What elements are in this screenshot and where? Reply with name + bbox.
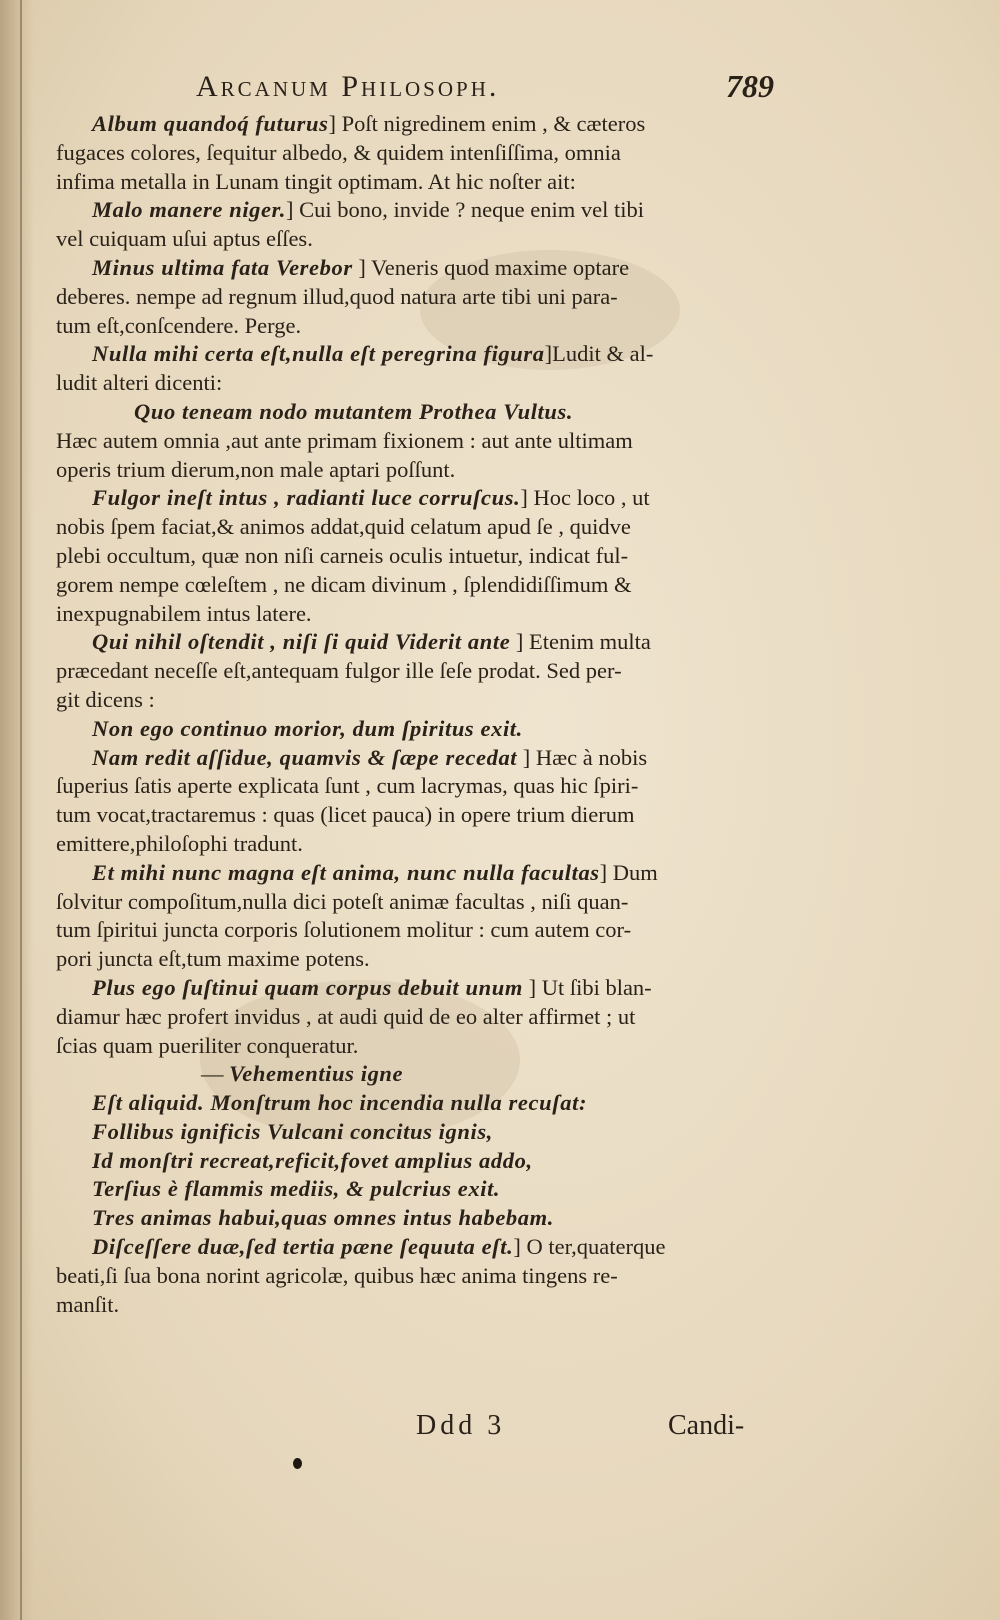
text-line xyxy=(56,657,786,686)
commentary-text: inexpugnabilem intus latere. xyxy=(56,600,312,626)
text-line xyxy=(56,1118,786,1147)
commentary-text: ] Hoc loco , ut xyxy=(520,485,650,511)
text-line xyxy=(56,1175,786,1204)
commentary-text: git dicens : xyxy=(56,686,155,712)
commentary-text: pori juncta eſt,tum maxime potens. xyxy=(56,946,370,972)
text-body xyxy=(56,110,786,1319)
commentary-text: tum ſpiritui juncta corporis ſolutionem molitur : cum autem cor- xyxy=(56,917,632,943)
text-line xyxy=(56,916,786,945)
commentary-text: fugaces colores, ſequitur albedo, & quidem intenſiſſima, omnia xyxy=(56,139,621,165)
text-line xyxy=(56,628,786,657)
text-line xyxy=(56,513,786,542)
commentary-text: Hæc autem omnia ,aut ante primam fixionem : aut ante ultimam xyxy=(56,427,633,453)
text-line xyxy=(56,772,786,801)
commentary-text: ] Poſt nigredinem enim , & cæteros xyxy=(328,111,646,136)
commentary-text: vel cuiquam uſui aptus eſſes. xyxy=(56,226,313,252)
commentary-text: emittere,philoſophi tradunt. xyxy=(56,830,303,856)
commentary-text: deberes. nempe ad regnum illud,quod natura arte tibi uni para- xyxy=(56,283,618,309)
commentary-text: infima metalla in Lunam tingit optimam. At hic noſter ait: xyxy=(56,168,576,194)
commentary-text: diamur hæc profert invidus , at audi quid de eo alter affirmet ; ut xyxy=(56,1003,636,1029)
text-line xyxy=(56,859,786,888)
commentary-text: tum eſt,conſcendere. Perge. xyxy=(56,312,302,338)
text-line xyxy=(56,1032,786,1061)
text-line xyxy=(56,139,786,168)
text-line xyxy=(56,168,786,197)
text-line xyxy=(56,110,786,139)
lemma-italic: Fulgor ineſt intus , radianti luce corruſcus. xyxy=(92,485,521,511)
commentary-text: ſcias quam pueriliter conqueratur. xyxy=(56,1032,359,1058)
commentary-text: ] Veneris quod maxime optare xyxy=(352,254,630,280)
commentary-text: ] Hæc à nobis xyxy=(517,744,648,770)
catchword: Candi- xyxy=(668,1410,745,1441)
commentary-text: ] Ut ſibi blan- xyxy=(522,974,652,1000)
running-head xyxy=(196,70,796,110)
lemma-italic: Nulla mihi certa eſt,nulla eſt peregrina figura xyxy=(92,341,545,367)
text-line xyxy=(56,542,786,571)
lemma-italic: Diſceſſere duæ,ſed tertia pæne ſequuta eſt. xyxy=(92,1234,514,1260)
text-line xyxy=(56,888,786,917)
text-line xyxy=(56,1147,786,1176)
lemma-italic: Nam redit aſſidue, quamvis & ſæpe recedat xyxy=(92,744,518,770)
text-line xyxy=(56,283,786,312)
text-line xyxy=(56,427,786,456)
text-line xyxy=(56,1291,786,1320)
text-line xyxy=(56,196,786,225)
text-line xyxy=(56,830,786,859)
commentary-text: ] Dum xyxy=(599,859,658,885)
commentary-text: ] Cui bono, invide ? neque enim vel tibi xyxy=(285,197,645,223)
lemma-italic: Id monſtri recreat,reficit,fovet amplius addo, xyxy=(92,1147,533,1173)
lemma-italic: Malo manere niger. xyxy=(92,197,286,223)
text-line xyxy=(56,1233,786,1262)
page-footer xyxy=(56,1410,786,1450)
text-line xyxy=(56,340,786,369)
lemma-italic: Non ego continuo morior, dum ſpiritus exit. xyxy=(92,715,523,741)
commentary-text: operis trium dierum,non male aptari poſſunt. xyxy=(56,456,456,482)
text-line xyxy=(56,1262,786,1291)
commentary-text: tum vocat,tractaremus : quas (licet pauca) in opere trium dierum xyxy=(56,802,635,828)
text-line xyxy=(56,744,786,773)
text-line xyxy=(56,484,786,513)
commentary-text: manſit. xyxy=(56,1291,120,1317)
text-line xyxy=(56,974,786,1003)
running-title: Arcanum Philosoph. xyxy=(196,70,500,103)
lemma-italic: Et mihi nunc magna eſt anima, nunc nulla facultas xyxy=(92,859,600,885)
text-line xyxy=(56,571,786,600)
lemma-italic: Minus ultima fata Verebor xyxy=(92,254,353,280)
text-line xyxy=(56,398,786,427)
page-number: 789 xyxy=(726,68,774,104)
lemma-italic: Terſius è flammis mediis, & pulcrius exit. xyxy=(92,1176,501,1202)
page-gutter xyxy=(0,0,34,1620)
commentary-text: — xyxy=(201,1061,230,1087)
lemma-italic: Quo teneam nodo mutantem Prothea Vultus. xyxy=(134,398,574,424)
commentary-text: ſolvitur compoſitum,nulla dici poteſt animæ facultas , niſi quan- xyxy=(56,888,629,914)
binding-edge xyxy=(20,0,22,1620)
commentary-text: ] Etenim multa xyxy=(510,629,651,655)
commentary-text: gorem nempe cœleſtem , ne dicam divinum , ſplendidiſſimum & xyxy=(56,571,632,597)
commentary-text: plebi occultum, quæ non niſi carneis oculis intuetur, indicat ful- xyxy=(56,542,629,568)
text-line xyxy=(56,1003,786,1032)
lemma-italic: Follibus ignificis Vulcani concitus ignis, xyxy=(92,1118,493,1144)
text-line xyxy=(56,456,786,485)
text-line xyxy=(56,801,786,830)
text-line xyxy=(56,1089,786,1118)
text-line xyxy=(56,1204,786,1233)
commentary-text: ] O ter,quaterque xyxy=(513,1234,666,1260)
commentary-text: ſuperius ſatis aperte explicata ſunt , cum lacrymas, quas hic ſpiri- xyxy=(56,773,639,799)
lemma-italic: Vehementius igne xyxy=(229,1061,404,1087)
text-line xyxy=(56,715,786,744)
text-line xyxy=(56,1060,786,1089)
commentary-text: ludit alteri dicenti: xyxy=(56,370,223,396)
commentary-text: nobis ſpem faciat,& animos addat,quid celatum apud ſe , quidve xyxy=(56,514,631,540)
text-line xyxy=(56,600,786,629)
signature-mark: Ddd 3 xyxy=(416,1410,506,1441)
text-line xyxy=(56,254,786,283)
commentary-text: ]Ludit & al- xyxy=(544,341,654,367)
lemma-italic: Album quandoq́ futurus xyxy=(92,111,329,136)
lemma-italic: Qui nihil oſtendit , niſi ſi quid Viderit ante xyxy=(92,629,511,655)
lemma-italic: Tres animas habui,quas omnes intus habebam. xyxy=(92,1205,554,1231)
lemma-italic: Eſt aliquid. Monſtrum hoc incendia nulla recuſat: xyxy=(92,1090,588,1116)
text-line xyxy=(56,369,786,398)
text-line xyxy=(56,225,786,254)
text-line xyxy=(56,312,786,341)
text-line xyxy=(56,945,786,974)
lemma-italic: Plus ego ſuſtinui quam corpus debuit unum xyxy=(92,974,523,1000)
commentary-text: præcedant neceſſe eſt,antequam fulgor ille ſeſe prodat. Sed per- xyxy=(56,658,622,684)
text-line xyxy=(56,686,786,715)
ink-dot xyxy=(293,1458,302,1469)
commentary-text: beati,ſi ſua bona norint agricolæ, quibus hæc anima tingens re- xyxy=(56,1262,618,1288)
